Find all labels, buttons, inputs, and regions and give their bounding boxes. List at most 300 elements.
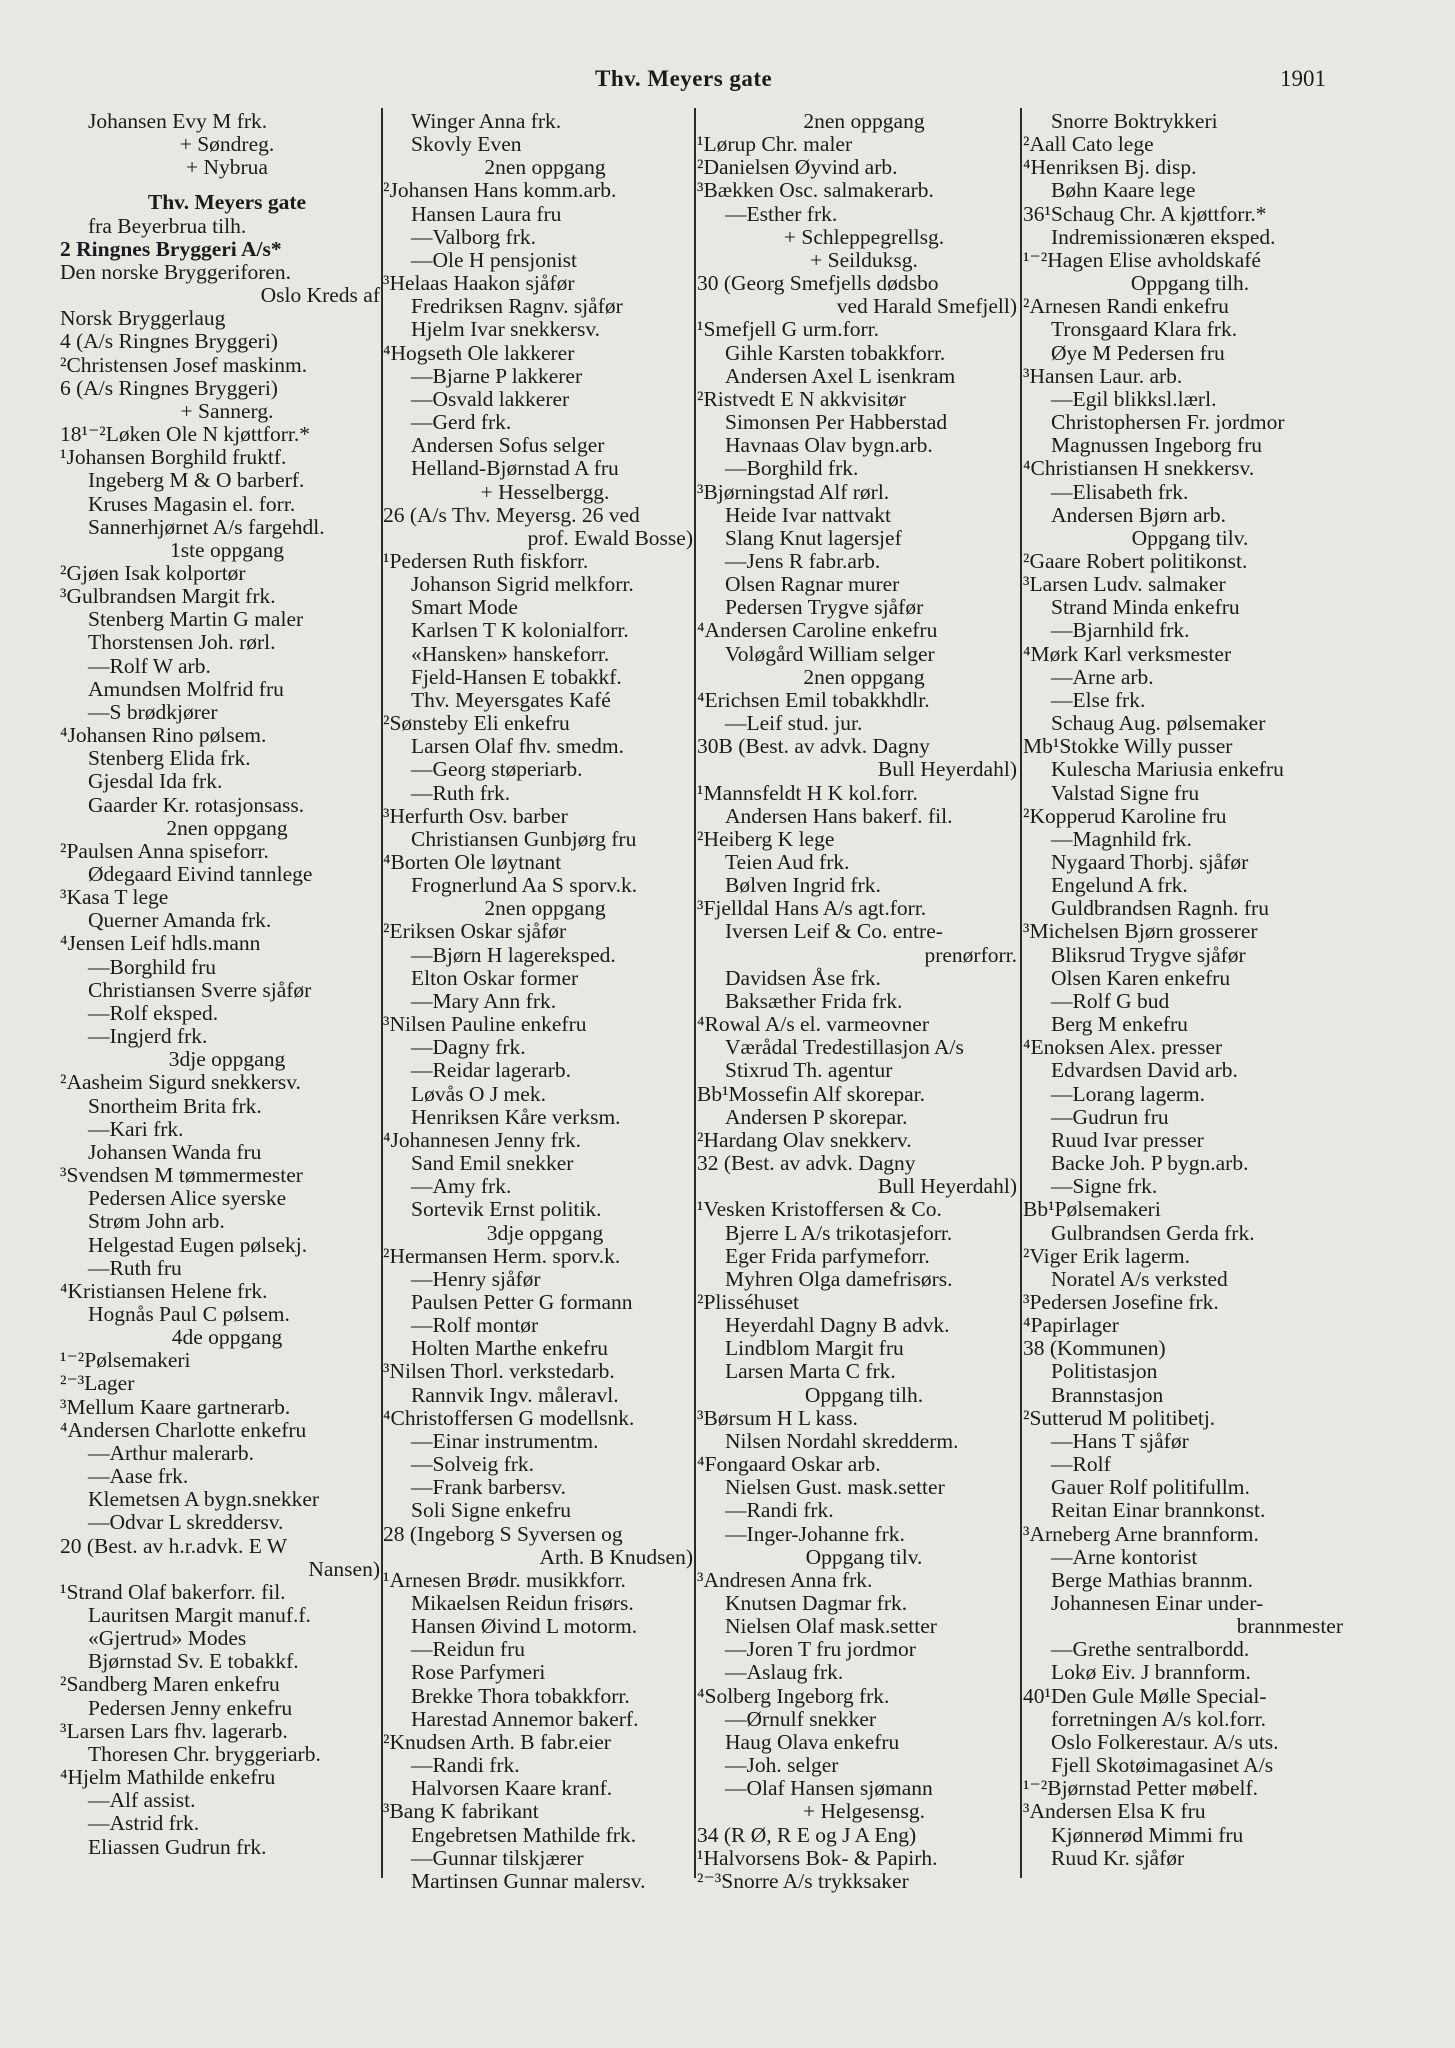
directory-entry: 4de oppgang: [171, 1326, 283, 1350]
directory-entry: —Bjarnhild frk.: [1051, 619, 1190, 643]
directory-entry: ²Sandberg Maren enkefru: [60, 1673, 280, 1697]
page-title: Thv. Meyers gate: [595, 66, 773, 91]
directory-entry: Winger Anna frk.: [411, 110, 562, 133]
directory-entry: Sand Emil snekker: [411, 1152, 574, 1176]
directory-entry: Rose Parfymeri: [411, 1661, 546, 1685]
directory-entry: Bb¹Mossefin Alf skorepar.: [697, 1082, 925, 1106]
directory-entry: ³Hansen Laur. arb.: [1023, 364, 1183, 388]
directory-entry: —Gudrun fru: [1051, 1105, 1169, 1129]
directory-entry: —Einar instrumentm.: [411, 1429, 599, 1453]
directory-entry: —Elisabeth frk.: [1051, 480, 1189, 504]
directory-entry: prof. Ewald Bosse): [527, 526, 693, 550]
directory-entry: Paulsen Petter G formann: [411, 1290, 633, 1314]
directory-entry: 18¹⁻²Løken Ole N kjøttforr.*: [60, 423, 310, 447]
directory-entry: Edvardsen David arb.: [1051, 1059, 1238, 1083]
directory-entry: Johansen Evy M frk.: [88, 110, 268, 133]
directory-entry: ⁴Enoksen Alex. presser: [1023, 1036, 1223, 1060]
directory-entry: ²Plisséhuset: [697, 1290, 800, 1314]
directory-entry: Magnussen Ingeborg fru: [1051, 434, 1262, 458]
directory-entry: ²Aasheim Sigurd snekkersv.: [60, 1071, 301, 1095]
directory-entry: Noratel A/s verksted: [1051, 1267, 1228, 1291]
directory-entry: Brannstasjon: [1051, 1383, 1164, 1407]
directory-entry: —Solveig frk.: [411, 1453, 535, 1477]
directory-entry: Ingeberg M & O barberf.: [88, 469, 305, 493]
directory-entry: —Arne kontorist: [1051, 1545, 1198, 1569]
directory-entry: Elton Oskar former: [411, 966, 579, 990]
directory-entry: ³Nilsen Pauline enkefru: [383, 1013, 587, 1037]
directory-entry: Lindblom Margit fru: [725, 1337, 904, 1361]
directory-entry: 2nen oppgang: [484, 897, 606, 921]
directory-entry: Davidsen Åse frk.: [725, 966, 881, 990]
directory-entry: Fredriksen Ragnv. sjåfør: [411, 295, 623, 319]
directory-entry: Bull Heyerdahl): [877, 1175, 1017, 1199]
directory-entry: —Alf assist.: [88, 1789, 196, 1813]
directory-entry: 2nen oppgang: [803, 665, 925, 689]
directory-entry: Christiansen Sverre sjåfør: [88, 978, 312, 1002]
directory-entry: Havnaas Olav bygn.arb.: [725, 434, 933, 458]
directory-entry: ⁴Johansen Rino pølsem.: [60, 724, 267, 748]
directory-entry: Stenberg Elida frk.: [88, 747, 251, 771]
directory-entry: Thorstensen Joh. rørl.: [88, 631, 276, 655]
directory-entry: Sortevik Ernst politik.: [411, 1198, 602, 1222]
directory-entry: ²Paulsen Anna spiseforr.: [60, 839, 269, 863]
directory-entry: —Jens R fabr.arb.: [725, 549, 881, 573]
directory-entry: ²Ristvedt E N akkvisitør: [697, 387, 906, 411]
directory-entry: Strand Minda enkefru: [1051, 596, 1240, 620]
directory-entry: ¹Mannsfeldt H K kol.forr.: [697, 781, 918, 805]
directory-entry: ⁴Fongaard Oskar arb.: [697, 1453, 881, 1477]
directory-entry: Johanson Sigrid melkforr.: [411, 573, 634, 597]
page-number: 1901: [1280, 66, 1326, 91]
directory-entry: Eger Frida parfymeforr.: [725, 1244, 930, 1268]
directory-entry: Holten Marthe enkefru: [411, 1337, 609, 1361]
directory-entry: —Randi frk.: [725, 1499, 834, 1523]
directory-entry: ¹⁻²Bjørnstad Petter møbelf.: [1023, 1777, 1259, 1801]
column-1: [60, 110, 380, 1968]
page-header: [0, 66, 1455, 100]
directory-entry: —Leif stud. jur.: [725, 712, 863, 736]
directory-entry: —Rolf W arb.: [88, 654, 211, 678]
directory-entry: Larsen Olaf fhv. smedm.: [411, 735, 624, 759]
directory-entry: 28 (Ingeborg S Syversen og: [383, 1522, 623, 1546]
directory-entry: ¹⁻²Hagen Elise avholdskafé: [1023, 248, 1261, 272]
directory-entry: —Borghild frk.: [725, 457, 859, 481]
directory-entry: ⁴Johannesen Jenny frk.: [383, 1128, 581, 1152]
directory-entry: Knutsen Dagmar frk.: [725, 1592, 908, 1615]
directory-entry: Bjørnstad Sv. E tobakkf.: [88, 1650, 299, 1674]
directory-entry: ¹Halvorsens Bok- & Papirh.: [697, 1846, 938, 1870]
directory-entry: Berge Mathias brannm.: [1051, 1568, 1254, 1592]
directory-entry: ¹Smefjell G urm.forr.: [697, 318, 879, 342]
directory-entry: Fjell Skotøimagasinet A/s: [1051, 1754, 1274, 1778]
directory-entry: + Sannerg.: [180, 399, 274, 423]
directory-entry: Thv. Meyersgates Kafé: [411, 688, 611, 712]
directory-entry: Gulbrandsen Gerda frk.: [1051, 1221, 1255, 1245]
directory-entry: Christiansen Gunbjørg fru: [411, 827, 637, 851]
directory-entry: —Osvald lakkerer: [411, 387, 570, 411]
directory-entry: —Signe frk.: [1051, 1175, 1158, 1199]
directory-entry: ²Eriksen Oskar sjåfør: [383, 920, 567, 944]
directory-entry: Løvås O J mek.: [411, 1082, 546, 1106]
directory-entry: Pedersen Trygve sjåfør: [725, 596, 924, 620]
directory-entry: Henriksen Kåre verksm.: [411, 1105, 621, 1129]
directory-entry: Mb¹Stokke Willy pusser: [1023, 735, 1233, 759]
directory-entry: ⁴Andersen Caroline enkefru: [697, 619, 938, 643]
directory-entry: Tronsgaard Klara frk.: [1051, 318, 1238, 342]
directory-entry: ²⁻³Lager: [60, 1372, 135, 1396]
directory-entry: —Amy frk.: [411, 1175, 512, 1199]
directory-entry: Valstad Signe fru: [1051, 781, 1200, 805]
directory-entry: ³Børsum H L kass.: [697, 1406, 858, 1430]
directory-entry: + Søndreg.: [179, 133, 275, 157]
directory-entry: Rannvik Ingv. måleravl.: [411, 1383, 619, 1407]
directory-entry: Brekke Thora tobakkforr.: [411, 1684, 630, 1708]
directory-entry: Christophersen Fr. jordmor: [1051, 411, 1285, 435]
directory-entry: ⁴Christiansen H snekkersv.: [1023, 457, 1255, 481]
directory-entry: —Bjarne P lakkerer: [411, 364, 583, 388]
directory-entry: Hansen Laura fru: [411, 202, 562, 226]
directory-entry: Helland-Bjørnstad A fru: [411, 457, 619, 481]
directory-entry: Johansen Wanda fru: [88, 1140, 262, 1164]
directory-entry: —Mary Ann frk.: [411, 989, 557, 1013]
directory-entry: —Egil blikksl.lærl.: [1051, 387, 1217, 411]
directory-entry: ²Hardang Olav snekkerv.: [697, 1128, 912, 1152]
directory-entry: Kruses Magasin el. forr.: [88, 492, 296, 516]
directory-entry: ³Nilsen Thorl. verkstedarb.: [383, 1360, 615, 1384]
directory-entry: Amundsen Molfrid fru: [88, 677, 284, 701]
directory-entry: ³Larsen Ludv. salmaker: [1023, 573, 1226, 597]
directory-entry: ²Kopperud Karoline fru: [1023, 804, 1227, 828]
column-divider: [1020, 108, 1022, 1878]
directory-entry: —Astrid frk.: [88, 1812, 200, 1836]
directory-entry: Lauritsen Margit manuf.f.: [88, 1604, 311, 1627]
directory-entry: ¹Johansen Borghild fruktf.: [60, 446, 287, 470]
directory-entry: Iversen Leif & Co. entre-: [725, 920, 943, 944]
directory-entry: —Bjørn H lagereksped.: [411, 943, 616, 967]
directory-entry: ³Andersen Elsa K fru: [1023, 1800, 1206, 1824]
directory-entry: ³Helaas Haakon sjåfør: [383, 272, 575, 296]
directory-entry: Gjesdal Ida frk.: [88, 770, 223, 794]
directory-entry: —Ingjerd frk.: [88, 1025, 208, 1049]
directory-entry: Oslo Folkerestaur. A/s uts.: [1051, 1730, 1279, 1754]
directory-entry: ⁴Hogseth Ole lakkerer: [383, 341, 575, 365]
directory-entry: ⁴Mørk Karl verksmester: [1023, 642, 1232, 666]
directory-entry: ³Svendsen M tømmermester: [60, 1164, 303, 1188]
directory-entry: Bjerre L A/s trikotasjeforr.: [725, 1221, 953, 1245]
directory-entry: Lokø Eiv. J brannform.: [1051, 1661, 1251, 1685]
directory-entry: Værådal Tredestillasjon A/s: [725, 1036, 964, 1060]
directory-entry: 2nen oppgang: [484, 156, 606, 180]
directory-entry: ²Gaare Robert politikonst.: [1023, 549, 1248, 573]
directory-entry: ⁴Solberg Ingeborg frk.: [697, 1684, 890, 1708]
directory-entry: Nielsen Olaf mask.setter: [725, 1615, 937, 1639]
directory-entry: —Arthur malerarb.: [88, 1441, 254, 1465]
directory-entry: Kjønnerød Mimmi fru: [1051, 1823, 1244, 1847]
directory-entry: Teien Aud frk.: [725, 851, 850, 874]
directory-entry: Eliassen Gudrun frk.: [88, 1835, 267, 1859]
directory-entry: ²⁻³Snorre A/s trykksaker: [697, 1869, 909, 1893]
directory-entry: Schaug Aug. pølsemaker: [1051, 712, 1266, 736]
directory-entry: 1ste oppgang: [169, 538, 285, 562]
directory-entry: ⁴Borten Ole løytnant: [383, 851, 562, 874]
directory-entry: + Helgesensg.: [803, 1800, 925, 1824]
directory-entry: 3dje oppgang: [486, 1221, 604, 1245]
directory-entry: ²Aall Cato lege: [1023, 133, 1154, 157]
directory-entry: ²Christensen Josef maskinm.: [60, 353, 308, 377]
directory-entry: Fjeld-Hansen E tobakkf.: [411, 665, 622, 689]
directory-entry: ³Bækken Osc. salmakerarb.: [697, 179, 934, 203]
directory-entry: —Lorang lagerm.: [1051, 1082, 1206, 1106]
directory-entry: Frognerlund Aa S sporv.k.: [411, 874, 638, 898]
directory-entry: Heyerdahl Dagny B advk.: [725, 1314, 950, 1338]
directory-entry: 36¹Schaug Chr. A kjøttforr.*: [1023, 202, 1267, 226]
directory-entry: ²Danielsen Øyvind arb.: [697, 156, 898, 180]
directory-entry: 32 (Best. av advk. Dagny: [697, 1152, 916, 1176]
directory-entry: Olsen Ragnar murer: [725, 573, 900, 597]
directory-entry: Andersen Hans bakerf. fil.: [725, 804, 953, 828]
directory-entry: Bull Heyerdahl): [877, 758, 1017, 782]
directory-entry: Gaarder Kr. rotasjonsass.: [88, 793, 305, 817]
directory-entry: 20 (Best. av h.r.advk. E W: [60, 1534, 288, 1558]
directory-entry: Bølven Ingrid frk.: [725, 874, 881, 898]
directory-entry: Politistasjon: [1051, 1360, 1158, 1384]
directory-entry: —Borghild fru: [88, 955, 217, 979]
directory-entry: «Gjertrud» Modes: [88, 1627, 247, 1651]
directory-entry: Kulescha Mariusia enkefru: [1051, 758, 1284, 782]
directory-entry: Engelund A frk.: [1051, 874, 1188, 898]
directory-entry: fra Beyerbrua tilh.: [88, 214, 247, 238]
directory-entry: ⁴Rowal A/s el. varmeovner: [697, 1013, 929, 1037]
directory-entry: forretningen A/s kol.forr.: [1051, 1707, 1266, 1731]
directory-entry: ¹⁻²Pølsemakeri: [60, 1349, 191, 1373]
directory-entry: Engebretsen Mathilde frk.: [411, 1823, 637, 1847]
directory-entry: ³Arneberg Arne brannform.: [1023, 1522, 1259, 1546]
directory-entry: Myhren Olga damefrisørs.: [725, 1267, 953, 1291]
directory-entry: [60, 179, 380, 191]
directory-entry: ³Gulbrandsen Margit frk.: [60, 585, 276, 609]
column-4: [1023, 110, 1343, 1968]
directory-entry: Øye M Pedersen fru: [1051, 341, 1225, 365]
directory-entry: Harestad Annemor bakerf.: [411, 1707, 639, 1731]
directory-entry: ⁴Erichsen Emil tobakkhdlr.: [697, 688, 930, 712]
directory-entry: ⁴Hjelm Mathilde enkefru: [60, 1766, 276, 1790]
directory-entry: Norsk Bryggerlaug: [60, 307, 226, 331]
directory-entry: ²Sutterud M politibetj.: [1023, 1406, 1216, 1430]
directory-entry: Oppgang tilv.: [1131, 526, 1249, 550]
directory-entry: —Ruth frk.: [411, 781, 511, 805]
directory-entry: ³Herfurth Osv. barber: [383, 804, 568, 828]
directory-entry: Querner Amanda frk.: [88, 909, 272, 933]
directory-entry: Pedersen Jenny enkefru: [88, 1696, 293, 1720]
directory-entry: Slang Knut lagersjef: [725, 526, 902, 550]
directory-entry: —Joren T fru jordmor: [725, 1638, 916, 1662]
directory-entry: + Nybrua: [186, 156, 268, 180]
directory-entry: 6 (A/s Ringnes Bryggeri): [60, 376, 278, 400]
directory-entry: Halvorsen Kaare kranf.: [411, 1777, 613, 1801]
directory-entry: Indremissionæren eksped.: [1051, 225, 1276, 249]
directory-entry: + Seilduksg.: [810, 248, 918, 272]
directory-entry: Ruud Ivar presser: [1051, 1128, 1204, 1152]
directory-entry: Ødegaard Eivind tannlege: [88, 863, 313, 886]
directory-entry: ⁴Jensen Leif hdls.mann: [60, 932, 261, 956]
directory-entry: Snorre Boktrykkeri: [1051, 110, 1218, 133]
directory-entry: Snortheim Brita frk.: [88, 1094, 262, 1118]
directory-entry: ²Gjøen Isak kolportør: [60, 561, 246, 585]
directory-entry: Stixrud Th. agentur: [725, 1059, 893, 1083]
directory-entry: —Inger-Johanne frk.: [725, 1522, 905, 1546]
directory-entry: ¹Pedersen Ruth fiskforr.: [383, 549, 589, 573]
directory-entry: 26 (A/s Thv. Meyersg. 26 ved: [383, 503, 640, 527]
directory-entry: Skovly Even: [411, 133, 522, 157]
directory-entry: —Gunnar tilskjærer: [411, 1846, 584, 1870]
directory-entry: ¹Lørup Chr. maler: [697, 133, 853, 157]
directory-entry: Backe Joh. P bygn.arb.: [1051, 1152, 1249, 1176]
directory-entry: —Dagny frk.: [411, 1036, 526, 1060]
directory-entry: —Rolf G bud: [1051, 989, 1170, 1013]
directory-entry: prenørforr.: [924, 943, 1017, 967]
directory-entry: Strøm John arb.: [88, 1210, 225, 1234]
directory-entry: Smart Mode: [411, 596, 518, 620]
directory-entry: Hjelm Ivar snekkersv.: [411, 318, 601, 342]
directory-entry: Nielsen Gust. mask.setter: [725, 1476, 945, 1500]
directory-entry: Andersen P skorepar.: [725, 1105, 908, 1129]
directory-entry: Thoresen Chr. bryggeriarb.: [88, 1742, 321, 1766]
directory-entry: Berg M enkefru: [1051, 1013, 1188, 1037]
directory-entry: Bliksrud Trygve sjåfør: [1051, 943, 1246, 967]
directory-entry: ⁴Christoffersen G modellsnk.: [383, 1406, 635, 1430]
directory-entry: Bøhn Kaare lege: [1051, 179, 1196, 203]
directory-entry: Den norske Bryggeriforen.: [60, 260, 292, 284]
directory-entry: Andersen Axel L isenkram: [725, 364, 956, 388]
directory-entry: 3dje oppgang: [168, 1048, 286, 1072]
directory-entry: —Valborg frk.: [411, 225, 537, 249]
directory-entry: 34 (R Ø, R E og J A Eng): [697, 1823, 917, 1847]
directory-entry: Andersen Sofus selger: [411, 434, 605, 458]
directory-entry: Nilsen Nordahl skredderm.: [725, 1429, 959, 1453]
directory-entry: ²Heiberg K lege: [697, 827, 835, 851]
directory-entry: Stenberg Martin G maler: [88, 608, 304, 632]
directory-entry: Haug Olava enkefru: [725, 1730, 900, 1754]
directory-entry: —Arne arb.: [1051, 665, 1154, 689]
directory-entry: —Reidar lagerarb.: [411, 1059, 571, 1083]
directory-entry: ³Bang K fabrikant: [383, 1800, 539, 1824]
directory-entry: Simonsen Per Habberstad: [725, 411, 948, 435]
directory-entry: ved Harald Smefjell): [836, 295, 1017, 319]
directory-entry: Hognås Paul C pølsem.: [88, 1302, 290, 1326]
directory-entry: ¹Strand Olaf bakerforr. fil.: [60, 1580, 286, 1604]
directory-entry: Baksæther Frida frk.: [725, 989, 903, 1013]
directory-entry: —Esther frk.: [725, 202, 838, 226]
directory-entry: Soli Signe enkefru: [411, 1499, 572, 1523]
directory-entry: ²Arnesen Randi enkefru: [1023, 295, 1229, 319]
directory-entry: Larsen Marta C frk.: [725, 1360, 896, 1384]
directory-entry: Guldbrandsen Ragnh. fru: [1051, 897, 1269, 921]
directory-entry: —Gerd frk.: [411, 411, 512, 435]
directory-entry: brannmester: [1236, 1615, 1343, 1639]
directory-entry: ³Kasa T lege: [60, 886, 169, 910]
directory-entry: ³Mellum Kaare gartnerarb.: [60, 1395, 291, 1419]
directory-entry: ⁴Papirlager: [1023, 1314, 1119, 1338]
directory-entry: 40¹Den Gule Mølle Special-: [1023, 1684, 1267, 1708]
directory-entry: 38 (Kommunen): [1023, 1337, 1166, 1361]
directory-entry: —Odvar L skreddersv.: [88, 1511, 284, 1535]
directory-entry: —Joh. selger: [725, 1754, 839, 1778]
directory-entry: Heide Ivar nattvakt: [725, 503, 891, 527]
directory-entry: —Hans T sjåfør: [1051, 1429, 1189, 1453]
directory-entry: —Else frk.: [1051, 688, 1146, 712]
directory-entry: —Kari frk.: [88, 1117, 184, 1141]
directory-entry: —Henry sjåfør: [411, 1267, 541, 1291]
directory-entry: Helgestad Eugen pølsekj.: [88, 1233, 308, 1257]
directory-entry: + Schleppegrellsg.: [783, 225, 945, 249]
directory-entry: ¹Vesken Kristoffersen & Co.: [697, 1198, 942, 1222]
directory-entry: —Rolf eksped.: [88, 1001, 219, 1025]
directory-entry: Klemetsen A bygn.snekker: [88, 1488, 320, 1512]
directory-entry: Johannesen Einar under-: [1051, 1592, 1264, 1615]
directory-entry: 2nen oppgang: [166, 816, 288, 840]
directory-entry: Gihle Karsten tobakkforr.: [725, 341, 946, 365]
directory-entry: ³Fjelldal Hans A/s agt.forr.: [697, 897, 927, 921]
directory-entry: Ruud Kr. sjåfør: [1051, 1846, 1185, 1870]
directory-entry: ²Hermansen Herm. sporv.k.: [383, 1244, 621, 1268]
directory-entry: —Rolf montør: [411, 1314, 539, 1338]
directory-entry: Pedersen Alice syerske: [88, 1187, 287, 1211]
directory-entry: ³Bjørningstad Alf rørl.: [697, 480, 890, 504]
directory-entry: 4 (A/s Ringnes Bryggeri): [60, 330, 278, 354]
directory-entry: Oppgang tilh.: [804, 1383, 924, 1407]
directory-entry: —Georg støperiarb.: [411, 758, 583, 782]
directory-entry: —S brødkjører: [88, 700, 218, 724]
directory-entry: ⁴Andersen Charlotte enkefru: [60, 1418, 307, 1442]
directory-entry: «Hansken» hanskeforr.: [411, 642, 610, 666]
directory-entry: Oppgang tilh.: [1130, 272, 1250, 296]
directory-entry: ⁴Kristiansen Helene frk.: [60, 1279, 268, 1303]
directory-entry: —Ørnulf snekker: [725, 1707, 877, 1731]
directory-entry: Voløgård William selger: [725, 642, 935, 666]
directory-entry: 2nen oppgang: [803, 110, 925, 133]
directory-entry: Andersen Bjørn arb.: [1051, 503, 1226, 527]
column-divider: [694, 108, 696, 1878]
directory-entry: Thv. Meyers gate: [147, 191, 307, 215]
directory-entry: + Hesselbergg.: [480, 480, 610, 504]
directory-entry: —Ole H pensjonist: [411, 248, 578, 272]
directory-entry: 30B (Best. av advk. Dagny: [697, 735, 930, 759]
directory-entry: —Randi frk.: [411, 1754, 520, 1778]
directory-entry: Nygaard Thorbj. sjåfør: [1051, 851, 1249, 874]
directory-entry: —Magnhild frk.: [1051, 827, 1192, 851]
directory-entry: ³Pedersen Josefine frk.: [1023, 1290, 1219, 1314]
directory-entry: Arth. B Knudsen): [539, 1545, 693, 1569]
directory-entry: —Grethe sentralbordd.: [1051, 1638, 1250, 1662]
column-2: [383, 110, 693, 1968]
directory-entry: Bb¹Pølsemakeri: [1023, 1198, 1161, 1222]
directory-entry: —Reidun fru: [411, 1638, 526, 1662]
directory-entry: Sannerhjørnet A/s fargehdl.: [88, 515, 325, 539]
directory-entry: ³Michelsen Bjørn grosserer: [1023, 920, 1258, 944]
directory-entry: Nansen): [308, 1557, 380, 1581]
directory-entry: Gauer Rolf politifullm.: [1051, 1476, 1250, 1500]
directory-entry: ³Andresen Anna frk.: [697, 1568, 873, 1592]
directory-entry: Martinsen Gunnar malersv.: [411, 1869, 646, 1893]
directory-entry: ³Larsen Lars fhv. lagerarb.: [60, 1719, 288, 1743]
directory-entry: —Aslaug frk.: [725, 1661, 844, 1685]
directory-entry: Hansen Øivind L motorm.: [411, 1615, 638, 1639]
directory-entry: Mikaelsen Reidun frisørs.: [411, 1592, 634, 1615]
directory-entry: ²Sønsteby Eli enkefru: [383, 712, 570, 736]
directory-entry: ²Knudsen Arth. B fabr.eier: [383, 1730, 611, 1754]
directory-entry: Olsen Karen enkefru: [1051, 966, 1231, 990]
directory-entry: 30 (Georg Smefjells dødsbo: [697, 272, 939, 296]
